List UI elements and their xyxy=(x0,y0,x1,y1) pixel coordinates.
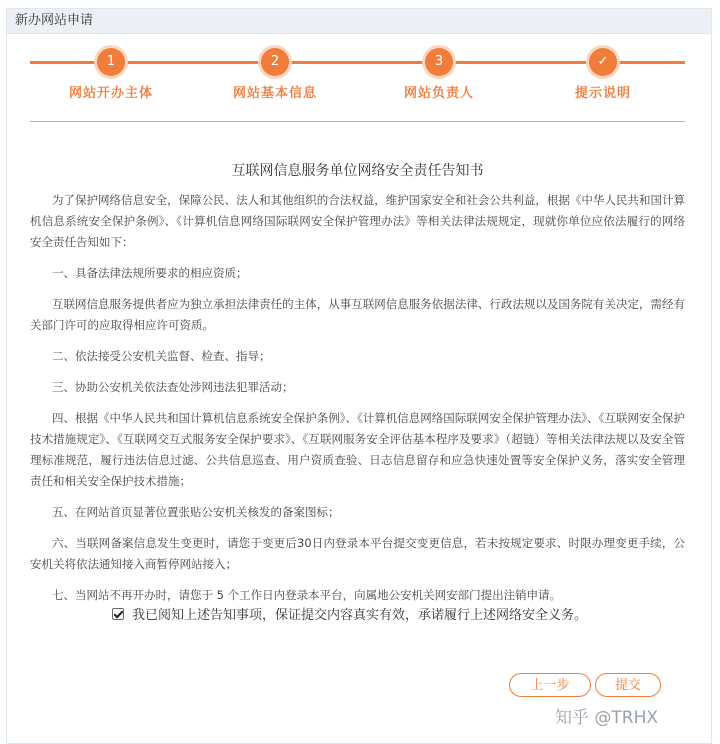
step-1 xyxy=(31,48,191,101)
panel-title: 新办网站申请 xyxy=(7,9,711,34)
step-4-label: 提示说明 xyxy=(574,86,631,101)
watermark: 知乎 @TRHX xyxy=(555,708,659,728)
notice-paragraph: 一、具备法律法规所要求的相应资质； xyxy=(52,266,248,280)
step-3-label: 网站负责人 xyxy=(403,86,474,101)
notice-paragraph: 四、根据《中华人民共和国计算机信息系统安全保护条例》、《计算机信息网络国际联网安全保护管理办法》、《互联网安全保护技术措施规定》、《互联网交互式服务安全保护要求》、《互联网服务安全评估基本程序及要求》（超链）等相关法律法规以及安全管理标准规范，履行违法信息过滤、公共信息巡查、用户资质查验、日志信息留存和应急快速处置等安全保护义务，落实安全管理责任和相关安全保护技术措施； xyxy=(30,411,685,488)
agreement-checkbox[interactable] xyxy=(112,608,124,620)
progress-steps xyxy=(0,0,720,130)
step-2 xyxy=(195,48,355,101)
step-1-circle: 1 xyxy=(97,48,125,76)
step-4 xyxy=(523,48,683,101)
submit-button[interactable]: 提交 xyxy=(595,673,661,697)
agreement-label: 我已阅知上述告知事项，保证提交内容真实有效，承诺履行上述网络安全义务。 xyxy=(132,608,588,623)
agreement-row xyxy=(112,604,587,623)
prev-step-button[interactable]: 上一步 xyxy=(509,673,591,697)
notice-paragraph: 七、当网站不再开办时，请您于 5 个工作日内登录本平台，向属地公安机关网安部门提出注销申请。 xyxy=(52,588,562,602)
divider xyxy=(30,121,685,122)
notice-paragraph: 六、当联网备案信息发生变更时，请您于变更后30日内登录本平台提交变更信息，若未按规定要求、时限办理变更手续，公安机关将依法通知接入商暂停网站接入； xyxy=(30,536,685,571)
notice-document xyxy=(30,160,685,616)
notice-paragraph: 三、协助公安机关依法查处涉网违法犯罪活动； xyxy=(52,380,294,394)
step-4-check-icon: ✓ xyxy=(589,48,617,76)
step-3 xyxy=(359,48,519,101)
notice-title: 互联网信息服务单位网络安全责任告知书 xyxy=(231,163,484,179)
notice-paragraph: 为了保护网络信息安全，保障公民、法人和其他组织的合法权益，维护国家安全和社会公共利益，根据《中华人民共和国计算机信息系统安全保护条例》、《计算机信息网络国际联网安全保护管理办法》等相关法律法规规定，现就你单位应依法履行的网络安全责任告知如下： xyxy=(30,193,685,249)
step-1-label: 网站开办主体 xyxy=(68,86,153,101)
notice-paragraph: 二、依法接受公安机关监督、检查、指导； xyxy=(52,349,271,363)
step-2-circle: 2 xyxy=(261,48,289,76)
notice-paragraph: 互联网信息服务提供者应为独立承担法律责任的主体，从事互联网信息服务依据法律、行政法规以及国务院有关决定，需经有关部门许可的应取得相应许可资质。 xyxy=(30,297,685,332)
notice-paragraph: 五、在网站首页显著位置张贴公安机关核发的备案图标； xyxy=(52,505,340,519)
step-2-label: 网站基本信息 xyxy=(232,86,317,101)
step-3-circle: 3 xyxy=(425,48,453,76)
